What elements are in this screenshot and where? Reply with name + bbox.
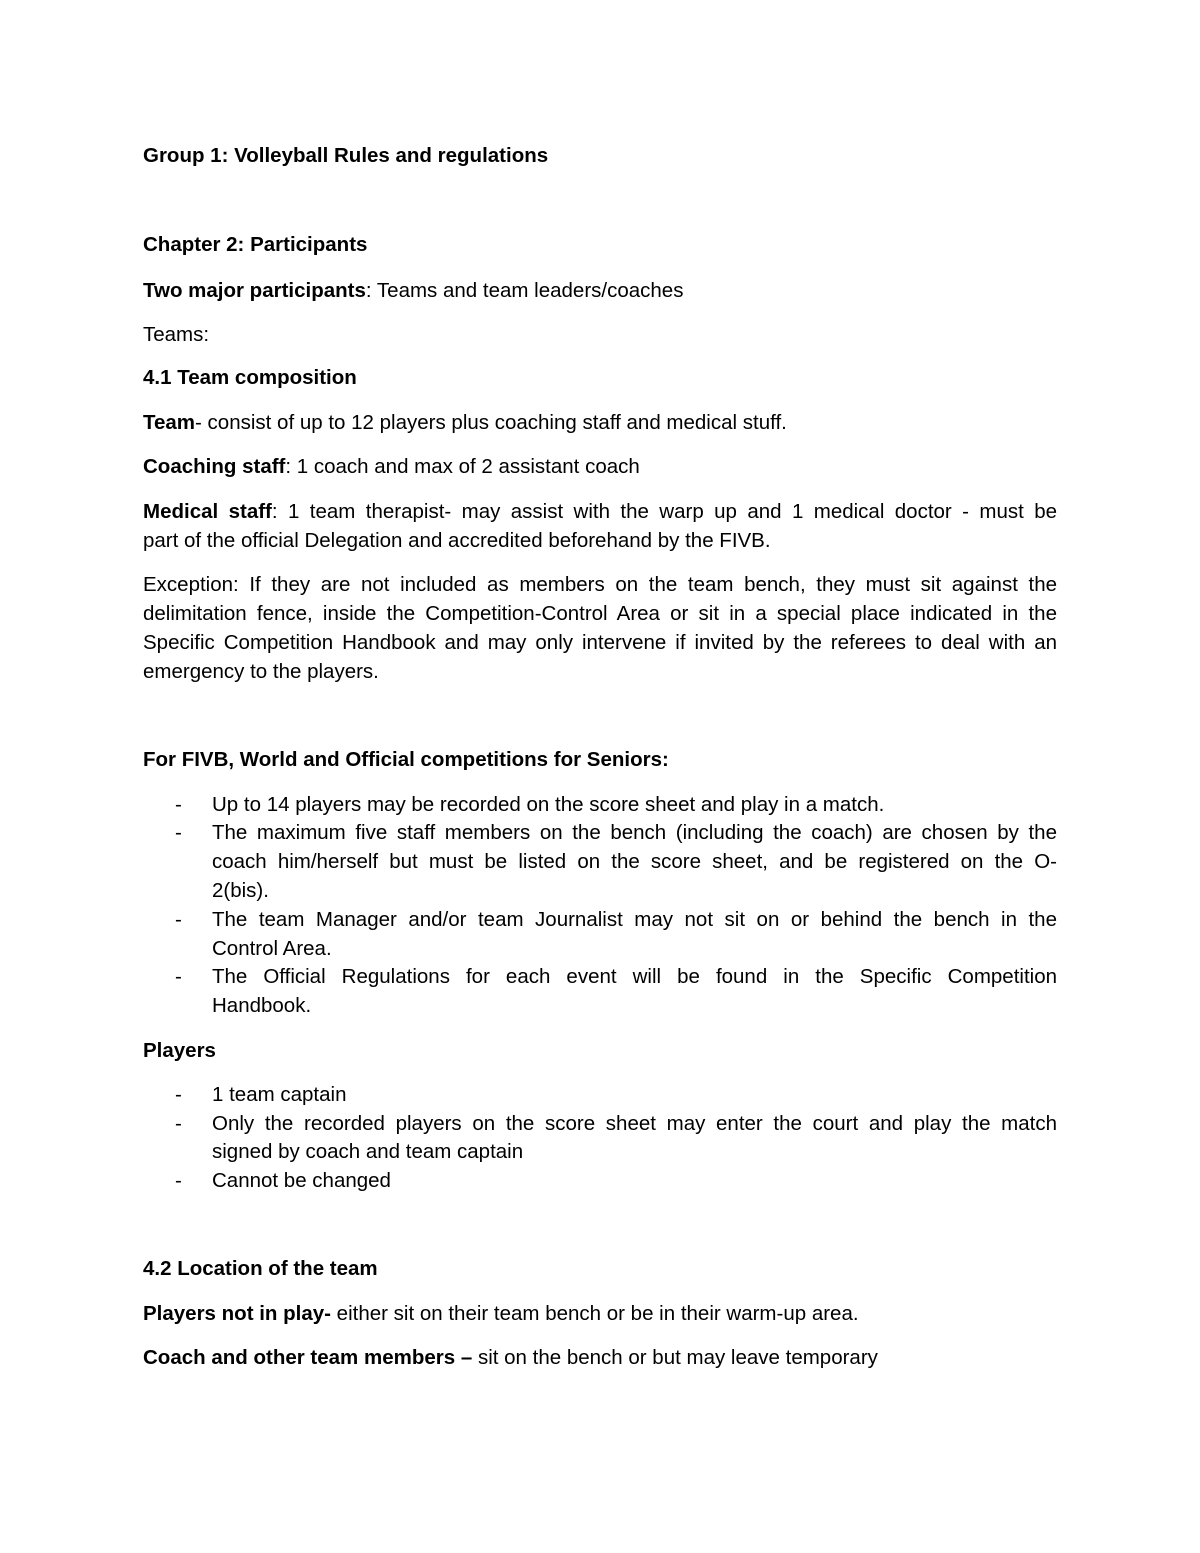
coaching-staff-label: Coaching staff <box>143 455 286 478</box>
fivb-item-4-line-1: The Official Regulations for each event will be found in the Specific Competition <box>212 965 1057 988</box>
fivb-heading: For FIVB, World and Official competitions for Seniors: <box>143 748 669 771</box>
coach-members-text: sit on the bench or but may leave temporary <box>472 1346 878 1369</box>
fivb-item-3-line-1: The team Manager and/or team Journalist may not sit on or behind the bench in the <box>212 908 1057 931</box>
bullet-marker: - <box>175 1112 182 1135</box>
document-title: Group 1: Volleyball Rules and regulations <box>143 144 549 167</box>
players-not-in-play-text: either sit on their team bench or be in their warm-up area. <box>330 1302 859 1325</box>
team-definition <box>143 413 787 434</box>
bullet-marker: - <box>175 1083 182 1106</box>
medical-staff-label: Medical staff <box>143 500 272 523</box>
players-item-2-line-2: signed by coach and team captain <box>212 1140 524 1163</box>
fivb-item-3-line-2: Control Area. <box>212 937 332 960</box>
bullet-marker: - <box>175 965 182 988</box>
coaching-staff-text: : 1 coach and max of 2 assistant coach <box>285 455 640 478</box>
fivb-item-4-line-2: Handbook. <box>212 994 312 1017</box>
bullet-marker: - <box>175 793 182 816</box>
section-4-2-heading: 4.2 Location of the team <box>143 1257 378 1280</box>
coach-members-line <box>143 1348 878 1369</box>
exception-line-3: Specific Competition Handbook and may only intervene if invited by the referees to deal with an <box>143 631 1057 654</box>
exception-line-1: Exception: If they are not included as members on the team bench, they must sit against the <box>143 573 1057 596</box>
bullet-marker: - <box>175 821 182 844</box>
team-text: - consist of up to 12 players plus coaching staff and medical stuff. <box>195 411 787 434</box>
coaching-staff-line <box>143 457 640 478</box>
major-participants-text: : Teams and team leaders/coaches <box>365 279 684 302</box>
medical-staff-text-1: : 1 team therapist- may assist with the warp up and 1 medical doctor - must be <box>271 500 1058 523</box>
section-4-1-heading: 4.1 Team composition <box>143 366 357 389</box>
players-item-2-line-1: Only the recorded players on the score sheet may enter the court and play the match <box>212 1112 1057 1135</box>
team-label: Team <box>143 411 196 434</box>
teams-label: Teams: <box>143 323 210 346</box>
chapter-heading: Chapter 2: Participants <box>143 233 368 256</box>
players-item-1: 1 team captain <box>212 1083 347 1106</box>
fivb-item-1: Up to 14 players may be recorded on the score sheet and play in a match. <box>212 793 885 816</box>
players-not-in-play-label: Players not in play- <box>143 1302 331 1325</box>
exception-line-4: emergency to the players. <box>143 660 379 683</box>
medical-staff-line <box>143 502 1057 523</box>
players-heading: Players <box>143 1039 216 1062</box>
coach-members-label: Coach and other team members – <box>143 1346 473 1369</box>
major-participants-line <box>143 281 683 302</box>
players-not-in-play-line <box>143 1304 859 1325</box>
bullet-marker: - <box>175 1169 182 1192</box>
fivb-item-2-line-2: coach him/herself but must be listed on the score sheet, and be registered on the O- <box>212 850 1057 873</box>
bullet-marker: - <box>175 908 182 931</box>
major-participants-label: Two major participants <box>143 279 366 302</box>
exception-line-2: delimitation fence, inside the Competition-Control Area or sit in a special place indicated in the <box>143 602 1057 625</box>
fivb-item-2-line-3: 2(bis). <box>212 879 269 902</box>
medical-staff-text-2: part of the official Delegation and accredited beforehand by the FIVB. <box>143 529 771 552</box>
fivb-item-2-line-1: The maximum five staff members on the bench (including the coach) are chosen by the <box>212 821 1057 844</box>
players-item-3: Cannot be changed <box>212 1169 391 1192</box>
